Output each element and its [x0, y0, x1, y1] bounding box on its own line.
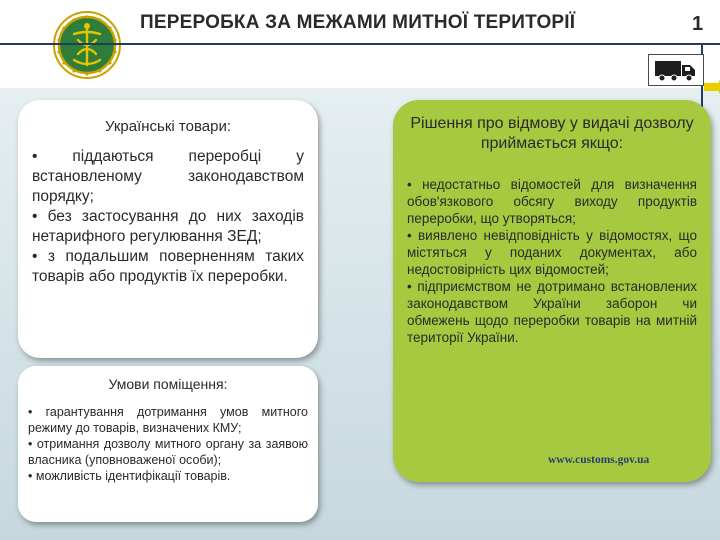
- list-item: • можливість ідентифікації товарів.: [28, 469, 231, 483]
- customs-emblem-icon: [52, 10, 122, 80]
- page-title: ПЕРЕРОБКА ЗА МЕЖАМИ МИТНОЇ ТЕРИТОРІЇ: [140, 12, 576, 33]
- arrow-right-icon: [704, 83, 720, 91]
- ukrainian-goods-title: Українські товари:: [104, 118, 231, 135]
- list-item: • недостатньо відомостей для визначення обов'язкового обсягу виходу продуктів переробки, що утворяться;: [407, 177, 697, 226]
- truck-icon-frame: [648, 54, 704, 86]
- placement-conditions-panel: [18, 366, 318, 522]
- list-item: • виявлено невідповідність у відомостях, що містяться у поданих документах, або недостовірність цих відомостей;: [407, 228, 697, 277]
- placement-conditions-title: Умови поміщення:: [108, 376, 228, 392]
- ukrainian-goods-list: [32, 147, 304, 287]
- refusal-decision-title: Рішення про відмову у видачі дозволу приймається якщо:: [410, 115, 694, 152]
- placement-conditions-list: [28, 404, 308, 484]
- list-item: • піддаються переробці у встановленому законодавством порядку;: [32, 148, 304, 205]
- list-item: • з подальшим поверненням таких товарів або продуктів їх переробки.: [32, 248, 304, 285]
- slide-number: 1: [692, 13, 704, 35]
- list-item: • отримання дозволу митного органу за заявою власника (уповноваженої особи);: [28, 437, 308, 467]
- header-divider: [0, 43, 720, 45]
- website-link[interactable]: www.customs.gov.ua: [548, 454, 650, 466]
- refusal-reasons-list: [407, 176, 697, 346]
- truck-icon: [649, 55, 703, 85]
- refusal-decision-panel: [393, 100, 711, 482]
- list-item: • підприємством не дотримано встановлених законодавством України заборон чи обмежень щодо переробки товарів на митній території України.: [407, 279, 697, 345]
- list-item: • без застосування до них заходів нетарифного регулювання ЗЕД;: [32, 208, 304, 245]
- list-item: • гарантування дотримання умов митного режиму до товарів, визначених КМУ;: [28, 405, 308, 435]
- ukrainian-goods-panel: [18, 100, 318, 358]
